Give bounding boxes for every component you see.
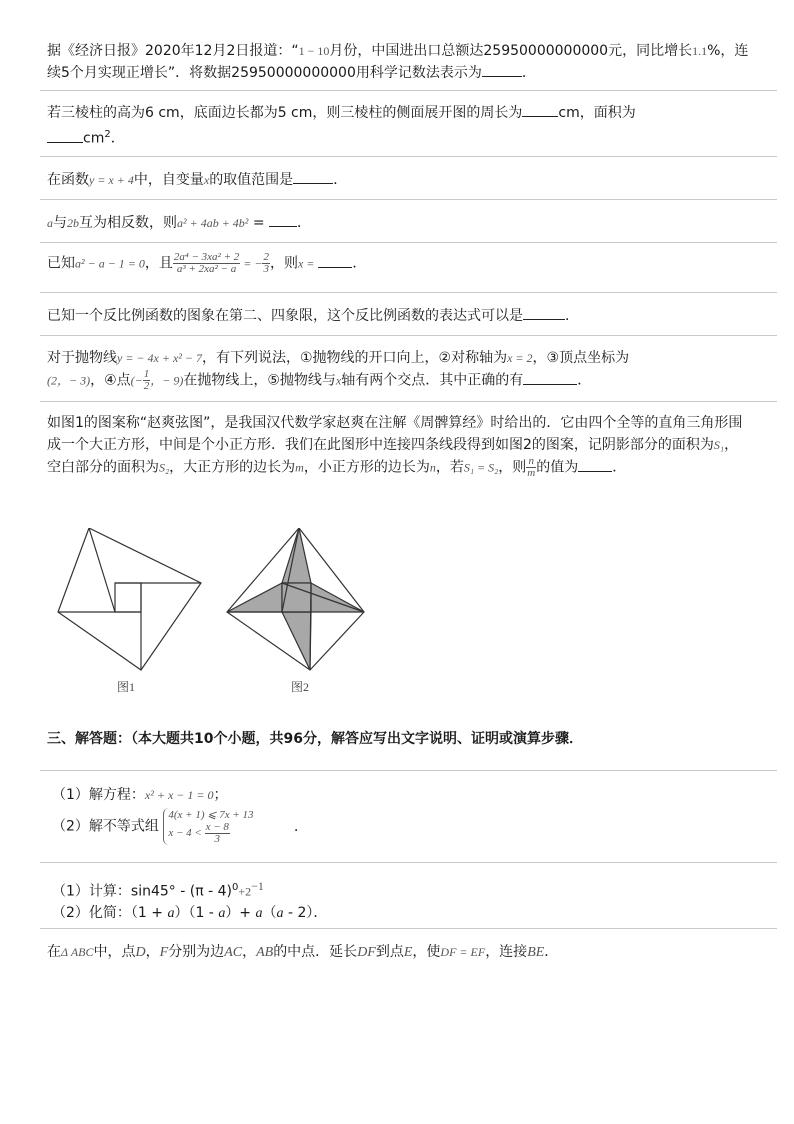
shaded-region <box>282 528 311 583</box>
math-expression: Δ ABC <box>61 945 94 959</box>
math-variable: DF <box>357 945 376 960</box>
fraction-denominator: m <box>527 467 536 479</box>
math-expression: y = − 4x + x² − 7 <box>117 351 202 365</box>
question-text: 如图1的图案称“赵爽弦图”，是我国汉代数学家赵爽在注解《周髀算经》时给出的．它由四个全等的直角三角形围成一个大正方形，中间是个小正方形．我们在此图形中连接四条线段得到如图2的图案，记阴影部分的面积为 <box>47 415 743 453</box>
question-8 <box>47 412 751 479</box>
math-expression: 1 − 10 <box>298 44 330 58</box>
fraction <box>262 252 270 275</box>
fraction-numerator: 2a⁴ − 3xa² + 2 <box>173 251 240 263</box>
divider <box>40 928 777 929</box>
question-2 <box>47 102 751 150</box>
unit-text: cm <box>83 130 105 147</box>
question-text: ， <box>242 944 257 960</box>
fraction-denominator: 3 <box>263 263 269 275</box>
fraction <box>173 252 240 275</box>
math-expression: x² + x − 1 = 0 <box>144 788 214 802</box>
question-text: ，连接 <box>485 944 528 960</box>
punctuation: ． <box>612 459 627 476</box>
fraction <box>205 822 230 845</box>
math-expression: x = 2 <box>507 351 533 365</box>
math-variable: AC <box>224 945 243 960</box>
question-text: （2）化简：（1 + <box>52 904 168 921</box>
math-expression: 2b <box>67 216 79 230</box>
question-text: （ <box>262 904 277 921</box>
math-expression: a² + 4ab + 4b² <box>177 216 249 230</box>
question-text: ，小正方形的边长为 <box>303 459 430 476</box>
exponent: 0 <box>231 882 239 893</box>
question-text: 轴有两个交点．其中正确的有 <box>341 372 524 389</box>
question-text: - 2）． <box>283 904 328 921</box>
punctuation: ． <box>352 255 367 272</box>
question-text: 已知 <box>47 255 75 272</box>
divider <box>40 862 777 863</box>
divider <box>40 335 777 336</box>
question-10-part-1 <box>52 876 756 903</box>
math-variable: a <box>276 905 284 921</box>
answer-blank[interactable] <box>293 169 333 184</box>
shaded-region <box>311 583 364 612</box>
answer-blank[interactable] <box>578 457 612 472</box>
question-9-part-2 <box>52 808 756 845</box>
question-text: 据《经济日报》2020年12月2日报道：“ <box>47 43 299 59</box>
inner-square <box>115 583 141 612</box>
question-text: 的中点．延长 <box>273 944 358 960</box>
punctuation: ． <box>577 372 592 389</box>
section-title: 三、解答题：（本大题共10个小题，共96分，解答应写出文字说明、证明或演算步骤． <box>47 731 583 747</box>
question-10-part-2 <box>52 903 756 924</box>
divider <box>40 199 777 200</box>
math-variable: AB <box>256 945 274 960</box>
math-variable: S₂ <box>159 460 170 475</box>
question-3 <box>47 169 751 191</box>
punctuation: ． <box>333 172 348 188</box>
answer-blank[interactable] <box>482 62 522 77</box>
fraction-numerator: n <box>526 456 536 468</box>
question-6 <box>47 305 751 327</box>
math-variable: a <box>255 905 263 921</box>
answer-blank[interactable] <box>269 212 297 227</box>
math-variable: S₁ <box>713 438 725 452</box>
math-expression: y = x + 4 <box>89 173 134 187</box>
punctuation: ． <box>521 65 536 81</box>
math-variable: m <box>295 460 304 475</box>
question-text: 在函数 <box>47 172 89 188</box>
question-text: ，③顶点坐标为 <box>532 350 630 366</box>
figure-1-zhao-shuang-diagram <box>55 528 235 673</box>
divider <box>40 156 777 157</box>
answer-blank[interactable] <box>318 253 352 268</box>
question-text: ，则 <box>269 255 298 272</box>
divider <box>40 90 777 91</box>
question-text: 对于抛物线 <box>47 350 117 366</box>
fraction-denominator: 2 <box>143 380 150 392</box>
punctuation: ． <box>110 130 125 147</box>
inequality-2 <box>168 822 253 845</box>
answer-blank[interactable] <box>522 102 558 117</box>
answer-blank[interactable] <box>523 305 565 320</box>
question-text: （1）解方程： <box>52 787 145 803</box>
punctuation: ． <box>565 308 579 324</box>
math-expression: S₁ = S₂ <box>463 460 499 475</box>
figure-2-label: 图2 <box>291 680 310 694</box>
answer-blank[interactable] <box>523 370 577 385</box>
question-text: 的值为 <box>536 459 579 476</box>
divider <box>40 242 777 243</box>
math-expression: (2，− 3) <box>47 373 91 388</box>
question-text: ，且 <box>144 255 173 272</box>
math-variable: D <box>135 945 146 960</box>
triangle-edge <box>89 528 115 612</box>
question-text: 分别为边 <box>168 944 225 960</box>
inequality-1: 4(x + 1) ⩽ 7x + 13 <box>168 809 254 821</box>
question-text: cm，面积为 <box>558 105 636 121</box>
question-text: ，则 <box>498 459 527 476</box>
question-text: 在抛物线上，⑤抛物线与 <box>183 372 336 389</box>
divider <box>40 770 777 771</box>
question-11 <box>47 941 751 964</box>
question-text: （1）计算：sin45° - (π - 4) <box>52 883 232 900</box>
punctuation: ． <box>293 818 308 835</box>
question-text: ，大正方形的边长为 <box>169 459 296 476</box>
question-1 <box>47 40 751 84</box>
question-text: ，有下列说法，①抛物线的开口向上，②对称轴为 <box>201 350 508 366</box>
fraction-denominator: 3 <box>214 833 221 845</box>
fraction-numerator: x − 8 <box>205 821 229 833</box>
shaded-region <box>227 583 282 612</box>
question-text: ）（1 - <box>174 904 219 921</box>
math-variable: a <box>218 905 226 921</box>
figure-2-shaded-diagram <box>224 528 376 673</box>
math-expression: a² − a − 1 = 0 <box>75 256 145 271</box>
question-text: 的取值范围是 <box>209 172 294 188</box>
question-text: 已知一个反比例函数的图象在第二、四象限，这个反比例函数的表达式可以是 <box>47 308 523 324</box>
math-expression: x = <box>297 256 315 271</box>
question-text: 若三棱柱的高为6 cm，底面边长都为5 cm，则三棱柱的侧面展开图的周长为 <box>47 105 523 121</box>
question-text: ）+ <box>225 904 256 921</box>
figure-1-label: 图1 <box>117 680 136 694</box>
math-variable: n <box>429 460 436 475</box>
math-variable: a <box>47 216 53 230</box>
question-text: （2）解不等式组 <box>52 818 159 835</box>
divider <box>40 292 777 293</box>
outer-square <box>58 528 201 670</box>
inner-square <box>282 583 311 612</box>
inequality-lhs: x − 4 < <box>168 827 202 840</box>
math-variable: BE <box>527 945 545 960</box>
fraction-numerator: 1 <box>143 368 150 380</box>
math-variable: F <box>159 945 169 960</box>
question-text: ，若 <box>435 459 464 476</box>
math-expression: ，− 9) <box>150 373 184 388</box>
fraction-denominator: a³ + 2xa² − a <box>176 263 237 275</box>
question-text: 互为相反数，则 <box>79 215 177 231</box>
question-text: 到点 <box>375 944 404 960</box>
question-9-part-1 <box>52 784 756 806</box>
math-expression: (− <box>130 373 143 388</box>
inequality-system <box>163 808 253 845</box>
math-variable: E <box>403 945 413 960</box>
question-text: = <box>248 215 270 231</box>
math-variable: x <box>335 373 342 388</box>
math-variable: a <box>167 905 175 921</box>
math-expression: 1.1 <box>692 44 708 58</box>
shaded-region <box>282 612 311 670</box>
question-text: ，空白部分的面积为 <box>47 437 739 476</box>
unit-exponent: 2 <box>104 129 111 140</box>
math-expression: +2 <box>238 884 252 899</box>
question-text: ，④点 <box>90 372 131 389</box>
question-7 <box>47 347 751 392</box>
math-expression: DF = EF <box>440 945 486 959</box>
question-text: 中，自变量 <box>133 172 204 188</box>
question-10 <box>52 876 756 924</box>
question-text: 月份，中国进出口总额达25950000000000元，同比增长 <box>329 43 693 59</box>
question-text: 中，点 <box>93 944 136 960</box>
punctuation: ； <box>213 787 228 803</box>
question-text: %，连续5个月实现正增长”．将数据25950000000000用科学记数法表示为 <box>47 43 749 81</box>
math-expression: = − <box>240 256 263 271</box>
question-text: 与 <box>53 215 67 231</box>
question-text: ，使 <box>412 944 441 960</box>
question-9 <box>52 784 756 845</box>
question-text: ， <box>145 944 160 960</box>
exponent: −1 <box>251 879 264 893</box>
math-variable: x <box>203 173 210 187</box>
question-4 <box>47 212 751 234</box>
punctuation: ． <box>544 944 559 960</box>
divider <box>40 401 777 402</box>
question-text: 在 <box>47 944 61 960</box>
punctuation: ． <box>297 215 312 231</box>
answer-blank[interactable] <box>47 128 83 143</box>
fraction-numerator: 2 <box>263 251 269 263</box>
question-5 <box>47 252 751 275</box>
fraction <box>526 456 536 479</box>
